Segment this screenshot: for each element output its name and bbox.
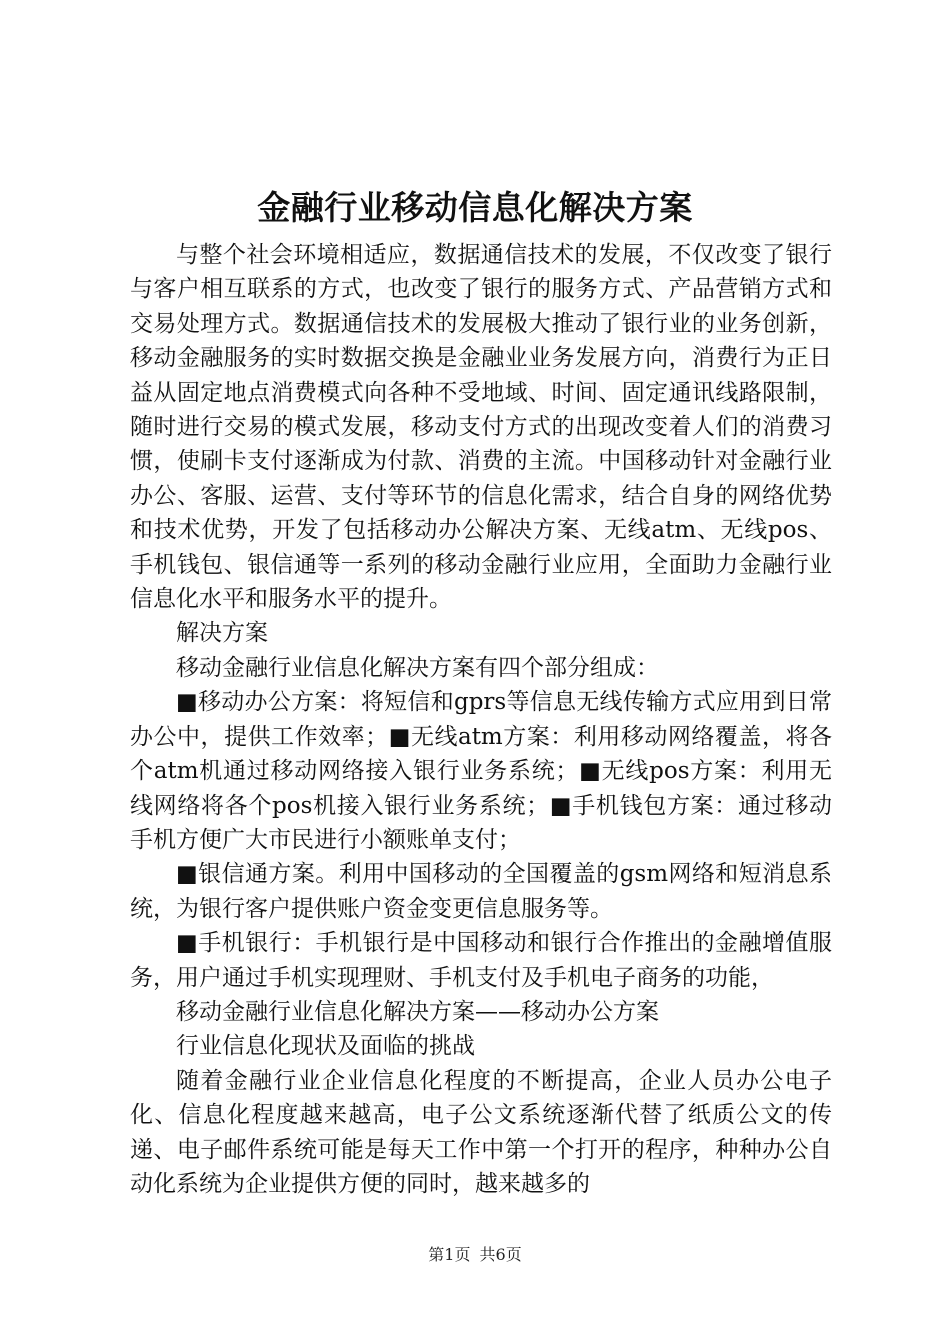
paragraph-bullet-yinxintong: ■银信通方案。利用中国移动的全国覆盖的gsm网络和短消息系统，为银行客户提供账户资金变更信息服务等。 [130, 861, 832, 922]
paragraph-heading-solution: 解决方案 [176, 620, 268, 647]
page-footer [0, 1244, 950, 1266]
page-total: 共6页 [479, 1245, 522, 1264]
page-number: 第1页 [428, 1245, 471, 1264]
paragraph-heading-challenges: 行业信息化现状及面临的挑战 [176, 1033, 475, 1060]
paragraph-solution-parts: 移动金融行业信息化解决方案有四个部分组成： [176, 654, 659, 681]
paragraph-challenges-text: 随着金融行业企业信息化程度的不断提高，企业人员办公电子化、信息化程度越来越高，电子公文系统逐渐代替了纸质公文的传递、电子邮件系统可能是每天工作中第一个打开的程序，种种办公自动化系统为企业提供方便的同时，越来越多的 [130, 1067, 832, 1197]
document-title: 金融行业移动信息化解决方案 [257, 188, 693, 227]
paragraph-intro: 与整个社会环境相适应，数据通信技术的发展，不仅改变了银行与客户相互联系的方式，也改变了银行的服务方式、产品营销方式和交易处理方式。数据通信技术的发展极大推动了银行业的业务创新，移动金融服务的实时数据交换是金融业业务发展方向，消费行为正日益从固定地点消费模式向各种不受地域、时间、固定通讯线路限制，随时进行交易的模式发展，移动支付方式的出现改变着人们的消费习惯，使刷卡支付逐渐成为付款、消费的主流。中国移动针对金融行业办公、客服、运营、支付等环节的信息化需求，结合自身的网络优势和技术优势，开发了包括移动办公解决方案、无线atm、无线pos、手机钱包、银信通等一系列的移动金融行业应用，全面助力金融行业信息化水平和服务水平的提升。 [130, 242, 832, 613]
paragraph-bullet-mobile-banking: ■手机银行：手机银行是中国移动和银行合作推出的金融增值服务，用户通过手机实现理财、手机支付及手机电子商务的功能， [130, 930, 832, 991]
paragraph-heading-mobile-office: 移动金融行业信息化解决方案——移动办公方案 [176, 998, 659, 1025]
document-body [130, 238, 832, 1201]
paragraph-bullets-group: ■移动办公方案：将短信和gprs等信息无线传输方式应用到日常办公中，提供工作效率；■无线atm方案：利用移动网络覆盖，将各个atm机通过移动网络接入银行业务系统；■无线pos方案：利用无线网络将各个pos机接入银行业务系统；■手机钱包方案：通过移动手机方便广大市民进行小额账单支付； [130, 689, 832, 853]
